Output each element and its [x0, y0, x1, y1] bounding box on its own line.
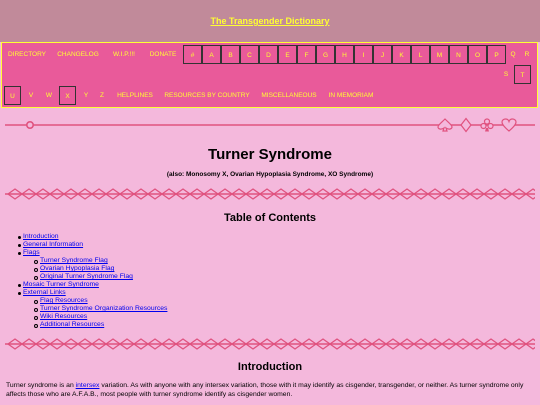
nav-letter-f[interactable]: F: [297, 45, 316, 64]
toc-subitem: [0, 321, 167, 329]
heart-icon: [502, 119, 516, 131]
toc-link-flag-resources[interactable]: Flag Resources: [40, 297, 88, 304]
toc-link-introduction[interactable]: Introduction: [23, 233, 59, 240]
nav-helplines[interactable]: HELPLINES: [117, 92, 153, 99]
site-title-link[interactable]: The Transgender Dictionary: [210, 16, 330, 26]
toc-item: [0, 281, 167, 289]
intro-paragraph: [6, 381, 536, 399]
nav-letter-t[interactable]: T: [514, 65, 531, 84]
toc-subitem: [0, 273, 167, 281]
nav-letter-e[interactable]: E: [278, 45, 297, 64]
nav-in-memoriam[interactable]: IN MEMORIAM: [328, 92, 374, 99]
nav-letter-x[interactable]: X: [59, 86, 76, 105]
nav-letter-o[interactable]: O: [468, 45, 487, 64]
toc-link-ovarian-hypoplasia-flag[interactable]: Ovarian Hypoplasia Flag: [40, 265, 115, 272]
nav-letter-z[interactable]: Z: [100, 92, 104, 99]
toc-link-organization-resources[interactable]: Turner Syndrome Organization Resources: [40, 305, 168, 312]
intro-text-start: Turner syndrome is an: [6, 382, 76, 389]
nav-donate[interactable]: DONATE: [149, 51, 177, 58]
section-title-introduction: Introduction: [237, 361, 303, 373]
site-header: [0, 0, 540, 42]
nav-letter-i[interactable]: I: [354, 45, 373, 64]
toc-link-general-information[interactable]: General Information: [23, 241, 84, 248]
nav-letter-b[interactable]: B: [221, 45, 240, 64]
page-title: Turner Syndrome: [208, 146, 332, 163]
nav-wip[interactable]: W.I.P.!!!: [113, 51, 135, 58]
nav-letter-y[interactable]: Y: [83, 92, 89, 99]
toc-link-additional-resources[interactable]: Additional Resources: [40, 321, 105, 328]
toc-subitem: [0, 265, 167, 273]
page-aliases: (also: Monosomy X, Ovarian Hypoplasia Syndrome, XO Syndrome): [166, 171, 374, 178]
table-of-contents: [0, 233, 167, 329]
nav-letter-hash[interactable]: #: [183, 45, 202, 64]
intersex-link[interactable]: intersex: [75, 382, 100, 389]
nav-letter-q[interactable]: Q: [510, 51, 516, 58]
toc-link-external-links[interactable]: External Links: [23, 289, 66, 296]
toc-subitem: [0, 313, 167, 321]
spade-icon: [438, 119, 452, 131]
nav-changelog[interactable]: CHANGELOG: [57, 51, 99, 58]
navigation-bar: [1, 42, 538, 108]
toc-subitem: [0, 257, 167, 265]
intro-text-end: variation. As with anyone with any intersex variation, those with it may identify as cisgender, transgender, or neither. As turner syndrome only affects those who are A.F.A.B., most people with turner syndrome identify as cisgender women.: [6, 382, 524, 398]
toc-item: [0, 241, 167, 249]
toc-title: Table of Contents: [223, 212, 317, 224]
toc-item: [0, 233, 167, 241]
nav-letter-j[interactable]: J: [373, 45, 392, 64]
nav-letter-v[interactable]: V: [28, 92, 34, 99]
ornament-divider-chain: [5, 336, 535, 352]
nav-letter-s[interactable]: S: [503, 71, 509, 78]
nav-miscellaneous[interactable]: MISCELLANEOUS: [261, 92, 317, 99]
toc-link-flags[interactable]: Flags: [23, 249, 40, 256]
diamond-icon: [461, 119, 471, 132]
nav-resources-by-country[interactable]: RESOURCES BY COUNTRY: [164, 92, 250, 99]
nav-letter-g[interactable]: G: [316, 45, 335, 64]
nav-letter-n[interactable]: N: [449, 45, 468, 64]
toc-subitem: [0, 297, 167, 305]
nav-letter-u[interactable]: U: [4, 86, 21, 105]
nav-letter-w[interactable]: W: [45, 92, 53, 99]
ornament-divider-chain: [5, 186, 535, 202]
nav-letter-h[interactable]: H: [335, 45, 354, 64]
nav-letter-l[interactable]: L: [411, 45, 430, 64]
nav-letter-d[interactable]: D: [259, 45, 278, 64]
nav-directory[interactable]: DIRECTORY: [7, 51, 47, 58]
toc-link-turner-syndrome-flag[interactable]: Turner Syndrome Flag: [40, 257, 108, 264]
toc-link-wiki-resources[interactable]: Wiki Resources: [40, 313, 88, 320]
nav-letter-k[interactable]: K: [392, 45, 411, 64]
nav-letter-m[interactable]: M: [430, 45, 449, 64]
nav-letter-r[interactable]: R: [524, 51, 530, 58]
nav-letter-a[interactable]: A: [202, 45, 221, 64]
ornament-divider-suits: [5, 117, 535, 133]
toc-item: [0, 249, 167, 257]
nav-letter-p[interactable]: P: [487, 45, 506, 64]
nav-letter-c[interactable]: C: [240, 45, 259, 64]
toc-link-mosaic-turner-syndrome[interactable]: Mosaic Turner Syndrome: [23, 281, 99, 288]
toc-item: [0, 289, 167, 297]
toc-link-original-flag[interactable]: Original Turner Syndrome Flag: [40, 273, 133, 280]
toc-subitem: [0, 305, 167, 313]
